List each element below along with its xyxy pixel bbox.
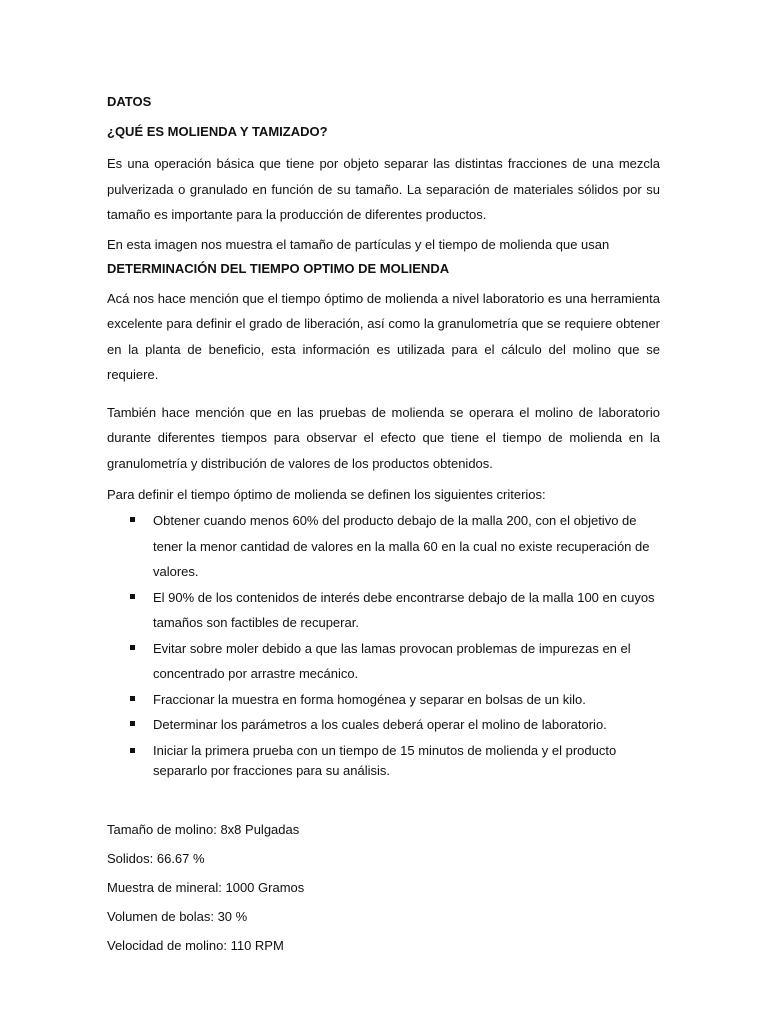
document-body — [107, 93, 660, 966]
paragraph-imagen: En esta imagen nos muestra el tamaño de partículas y el tiempo de molienda que usan — [107, 236, 610, 252]
square-bullet-icon — [130, 721, 135, 726]
square-bullet-icon — [130, 696, 135, 701]
spec-velocidad-molino: Velocidad de molino: 110 RPM — [107, 937, 284, 953]
criterion-text: Evitar sobre moler debido a que las lamas provocan problemas de impurezas en el concentrado por arrastre mecánico. — [153, 640, 631, 681]
section-heading-datos: DATOS — [107, 94, 152, 109]
section-heading-molienda-tamizado: ¿QUÉ ES MOLIENDA Y TAMIZADO? — [107, 124, 328, 139]
specifications-block — [107, 821, 660, 955]
criterion-text: El 90% de los contenidos de interés debe encontrarse debajo de la malla 100 en cuyos tamaños son factibles de recuperar. — [153, 589, 655, 630]
spec-muestra-mineral: Muestra de mineral: 1000 Gramos — [107, 879, 305, 895]
criteria-list — [107, 508, 660, 781]
list-item — [107, 585, 660, 636]
criterion-text: Iniciar la primera prueba con un tiempo de 15 minutos de molienda y el producto separarlo por fracciones para su análisis. — [153, 742, 617, 778]
paragraph-intro: Es una operación básica que tiene por objeto separar las distintas fracciones de una mezcla pulverizada o granulado en función de su tamaño. La separación de materiales sólidos por su tamaño es importante para la producción de diferentes productos. — [107, 156, 660, 222]
criterion-text: Determinar los parámetros a los cuales deberá operar el molino de laboratorio. — [153, 717, 607, 732]
square-bullet-icon — [130, 517, 135, 522]
list-item — [107, 636, 660, 687]
spec-solidos: Solidos: 66.67 % — [107, 850, 205, 866]
square-bullet-icon — [130, 645, 135, 650]
spec-volumen-bolas: Volumen de bolas: 30 % — [107, 908, 248, 924]
paragraph-mencion: Acá nos hace mención que el tiempo óptimo de molienda a nivel laboratorio es una herramienta excelente para definir el grado de liberación, así como la granulometría que se requiere obtener en la planta de beneficio, esta información es utilizada para el cálculo del molino que se requiere. — [107, 290, 660, 382]
list-item — [107, 712, 660, 738]
list-item — [107, 741, 660, 781]
criterion-text: Fraccionar la muestra en forma homogénea y separar en bolsas de un kilo. — [153, 691, 586, 707]
paragraph-criterios: Para definir el tiempo óptimo de molienda se definen los siguientes criterios: — [107, 487, 546, 502]
section-heading-determinacion: DETERMINACIÓN DEL TIEMPO OPTIMO DE MOLIENDA — [107, 260, 450, 276]
criterion-text: Obtener cuando menos 60% del producto debajo de la malla 200, con el objetivo de tener la menor cantidad de valores en la malla 60 en la cual no existe recuperación de valores. — [153, 513, 650, 579]
paragraph-tambien: También hace mención que en las pruebas de molienda se operara el molino de laboratorio durante diferentes tiempos para observar el efecto que tiene el tiempo de molienda en la granulometría y distribución de valores de los productos obtenidos. — [107, 404, 660, 471]
list-item — [107, 508, 660, 585]
square-bullet-icon — [130, 594, 135, 599]
list-item — [107, 687, 660, 713]
spec-tamano-molino: Tamaño de molino: 8x8 Pulgadas — [107, 821, 300, 837]
square-bullet-icon — [130, 748, 135, 753]
